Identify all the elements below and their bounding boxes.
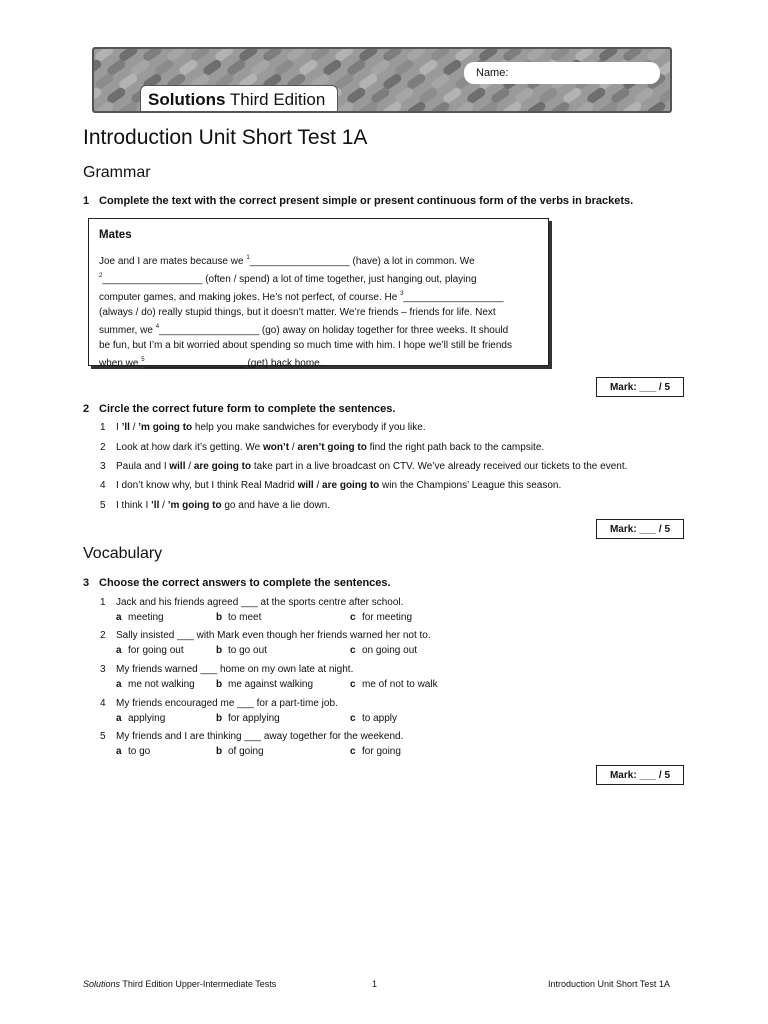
answer-choice[interactable]: ’m going to (138, 422, 193, 433)
reading-text-box (88, 218, 549, 369)
question-2-item: 3 Paula and I will / are going to take part in a live broadcast on CTV. We’ve already received our tickets to the event. (100, 461, 628, 472)
option-a[interactable]: a me not walking (116, 679, 195, 690)
footer-book-title: Solutions Third Edition Upper-Intermediate Tests (83, 979, 277, 989)
question-3-instruction: 3 Choose the correct answers to complete the sentences. (83, 577, 391, 589)
option-c[interactable]: c on going out (350, 645, 418, 656)
answer-gap[interactable]: __________________ (often / spend) a lot of time together, just hanging out, playing (102, 274, 477, 285)
gap-number: 5 (141, 357, 145, 363)
answer-choice[interactable]: won’t (262, 442, 290, 453)
footer-page-number: 1 (372, 979, 378, 989)
question-2-item: 5 I think I ’ll / ’m going to go and have a lie down. (100, 500, 331, 511)
option-a[interactable]: a meeting (116, 612, 164, 623)
section-heading-vocabulary: Vocabulary (83, 545, 163, 562)
option-b[interactable]: b me against walking (216, 679, 314, 690)
question-2-item: 1 I ’ll / ’m going to help you make sandwiches for everybody if you like. (100, 422, 426, 433)
question-2-item: 4 I don’t know why, but I think Real Madrid will / are going to win the Champions’ League this season. (100, 480, 562, 491)
option-c[interactable]: c me of not to walk (350, 679, 438, 690)
header-banner (92, 47, 672, 113)
gap-number: 1 (246, 255, 250, 261)
answer-choice[interactable]: aren’t going to (297, 442, 367, 453)
answer-choice[interactable]: will (169, 461, 186, 472)
question-3-item: 1 Jack and his friends agreed ___ at the sports centre after school. (100, 597, 404, 608)
answer-gap[interactable]: __________________ (have) a lot in common. We (249, 256, 475, 267)
option-c[interactable]: c for meeting (350, 612, 413, 623)
banner-pill (94, 58, 103, 77)
mark-box-q2: Mark: ___ / 5 (596, 519, 684, 539)
text-line: be fun, but I’m a bit worried about spending so much time with him. I hope we’ll still be friends (99, 340, 512, 351)
question-2-item: 2 Look at how dark it’s getting. We won’t / aren’t going to find the right path back to the campsite. (100, 442, 545, 453)
banner-pill (94, 86, 103, 105)
answer-choice[interactable]: ’m going to (167, 500, 222, 511)
question-3-item: 3 My friends warned ___ home on my own late at night. (100, 664, 354, 675)
answer-choice[interactable]: ’ll (121, 422, 130, 433)
text-box-title: Mates (99, 229, 132, 241)
footer-test-title: Introduction Unit Short Test 1A (548, 979, 670, 989)
answer-gap[interactable]: __________________ (403, 292, 504, 303)
answer-gap[interactable]: __________________ (get) back home. (144, 358, 323, 369)
brand-logo: Solutions Third Edition (148, 90, 326, 109)
question-3-item: 5 My friends and I are thinking ___ away together for the weekend. (100, 731, 404, 742)
text-box-body (99, 251, 538, 371)
option-a[interactable]: a to go (116, 746, 151, 757)
answer-choice[interactable]: will (297, 480, 314, 491)
option-b[interactable]: b of going (216, 746, 264, 757)
page-title: Introduction Unit Short Test 1A (83, 126, 368, 149)
option-b[interactable]: b for applying (216, 713, 280, 724)
text-line: Joe and I are mates because we $^1$__________________ (have) a lot in common. We (99, 255, 475, 267)
text-line: (always / do) really stupid things, but it doesn’t matter. We’re friends – friends for life. Next (99, 307, 496, 318)
text-line: computer games, and making jokes. He’s not perfect, of course. He $^3$__________________ (99, 291, 504, 303)
text-line: when we $^5$__________________ (get) back home. (99, 357, 323, 369)
question-2-instruction: 2 Circle the correct future form to complete the sentences. (83, 403, 396, 415)
mark-box-q3: Mark: ___ / 5 (596, 765, 684, 785)
answer-choice[interactable]: are going to (193, 461, 252, 472)
name-label: Name: (476, 67, 509, 79)
option-a[interactable]: a for going out (116, 645, 184, 656)
name-field[interactable] (464, 62, 660, 84)
text-line: summer, we $^4$__________________ (go) away on holiday together for three weeks. It should (99, 324, 509, 336)
section-heading-grammar: Grammar (83, 164, 151, 181)
answer-choice[interactable]: ’ll (151, 500, 160, 511)
answer-gap[interactable]: __________________ (go) away on holiday together for three weeks. It should (159, 325, 509, 336)
mark-box-q1: Mark: ___ / 5 (596, 377, 684, 397)
option-c[interactable]: c to apply (350, 713, 398, 724)
text-line (99, 269, 538, 287)
answer-choice[interactable]: are going to (322, 480, 380, 491)
gap-number: 4 (155, 324, 160, 330)
question-3-item: 4 My friends encouraged me ___ for a part-time job. (100, 698, 338, 709)
option-c[interactable]: c for going (350, 746, 401, 757)
option-b[interactable]: b to meet (216, 612, 262, 623)
option-a[interactable]: a applying (116, 713, 166, 724)
gap-number: 3 (400, 291, 404, 297)
question-3-item: 2 Sally insisted ___ with Mark even though her friends warned her not to. (100, 630, 431, 641)
gap-number: 2 (99, 273, 103, 279)
option-b[interactable]: b to go out (216, 645, 267, 656)
question-1-instruction: 1 Complete the text with the correct present simple or present continuous form of the verbs in brackets. (83, 195, 634, 207)
